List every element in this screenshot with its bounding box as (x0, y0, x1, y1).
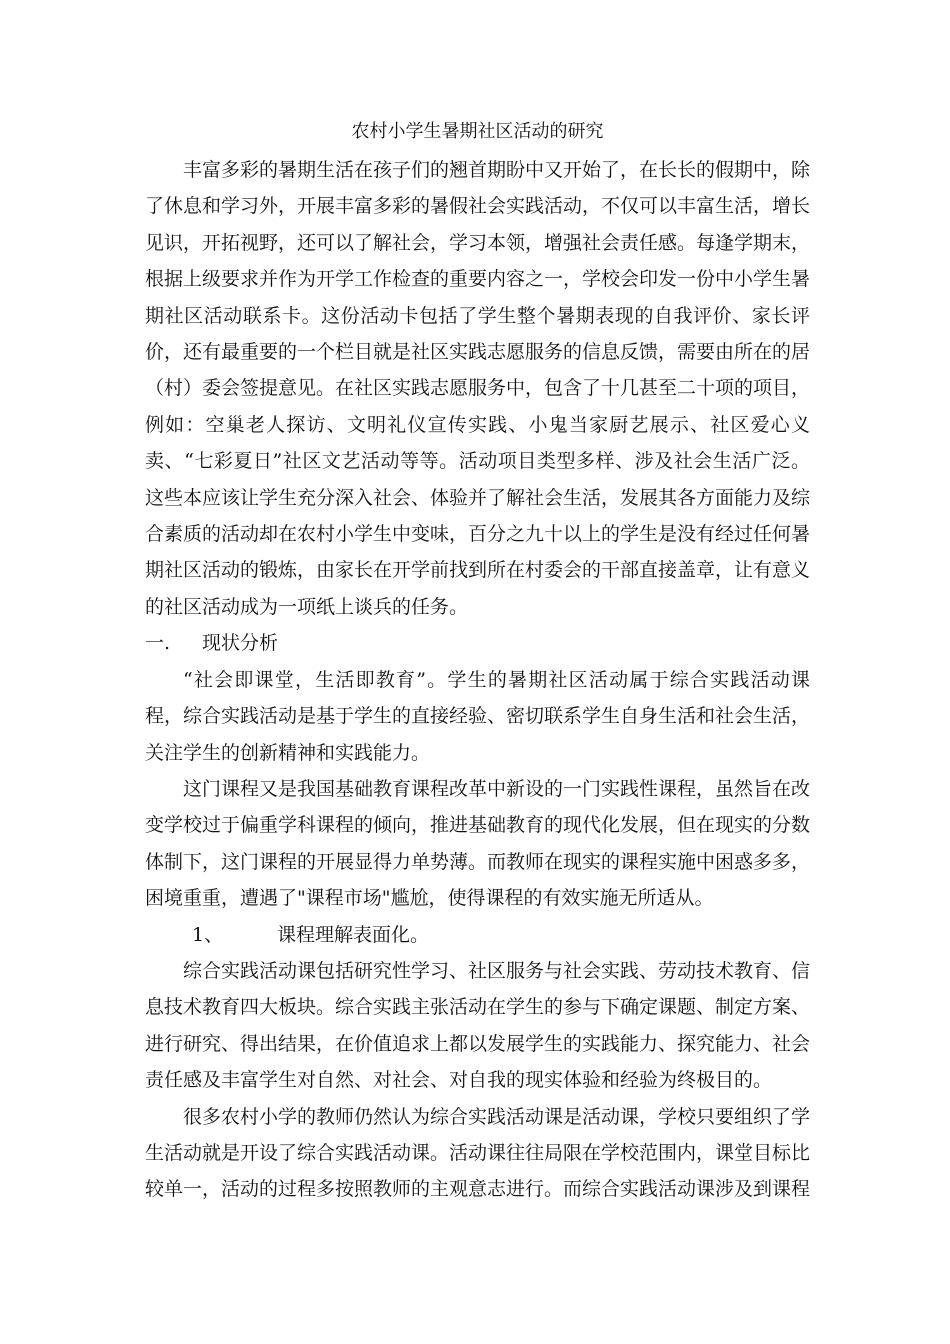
section-heading (145, 625, 810, 661)
intro-paragraph: 丰富多彩的暑期生活在孩子们的翘首期盼中又开始了，在长长的假期中，除了休息和学习外，开展丰富多彩的暑假社会实践活动，不仅可以丰富生活，增长见识，开拓视野，还可以了解社会，学习本领，增强社会责任感。每逢学期末，根据上级要求并作为开学工作检查的重要内容之一，学校会印发一份中小学生暑期社区活动联系卡。这份活动卡包括了学生整个暑期表现的自我评价、家长评价，还有最重要的一个栏目就是社区实践志愿服务的信息反馈，需要由所在的居（村）委会签提意见。在社区实践志愿服务中，包含了十几甚至二十项的项目，例如：空巢老人探访、文明礼仪宣传实践、小鬼当家厨艺展示、社区爱心义卖、“七彩夏日”社区文艺活动等等。活动项目类型多样、涉及社会生活广泛。这些本应该让学生充分深入社会、体验并了解社会生活，发展其各方面能力及综合素质的活动却在农村小学生中变味，百分之九十以上的学生是没有经过任何暑期社区活动的锻炼，由家长在开学前找到所在村委会的干部直接盖章，让有意义的社区活动成为一项纸上谈兵的任务。 (145, 159, 811, 618)
document-title: 农村小学生暑期社区活动的研究 (351, 121, 604, 142)
section-paragraph-1: “社会即课堂，生活即教育”。学生的暑期社区活动属于综合实践活动课程，综合实践活动是基于学生的直接经验、密切联系学生自身生活和社会生活，关注学生的创新精神和实践能力。 (145, 668, 811, 764)
subsection-paragraph-1: 综合实践活动课包括研究性学习、社区服务与社会实践、劳动技术教育、信息技术教育四大板块。综合实践主张活动在学生的参与下确定课题、制定方案、进行研究、得出结果，在价值追求上都以发展学生的实践能力、探究能力、社会责任感及丰富学生对自然、对社会、对自我的现实体验和经验为终极目的。 (145, 959, 811, 1092)
subsection-title: 课程理解表面化。 (277, 923, 430, 946)
section-number: 一. (145, 632, 171, 655)
subsection-number: 1、 (192, 923, 224, 946)
subsection-heading (145, 917, 810, 953)
document-page (145, 118, 810, 1208)
subsection-paragraph-2: 很多农村小学的教师仍然认为综合实践活动课是活动课，学校只要组织了学生活动就是开设了综合实践活动课。活动课往往局限在学校范围内，课堂目标比较单一，活动的过程多按照教师的主观意志进行。而综合实践活动课涉及到课程 (145, 1105, 811, 1201)
section-paragraph-2: 这门课程又是我国基础教育课程改革中新设的一门实践性课程，虽然旨在改变学校过于偏重学科课程的倾向，推进基础教育的现代化发展，但在现实的分数体制下，这门课程的开展显得力单势薄。而教师在现实的课程实施中困惑多多，困境重重，遭遇了"课程市场"尴尬，使得课程的有效实施无所适从。 (145, 777, 811, 910)
section-title: 现状分析 (202, 632, 279, 655)
